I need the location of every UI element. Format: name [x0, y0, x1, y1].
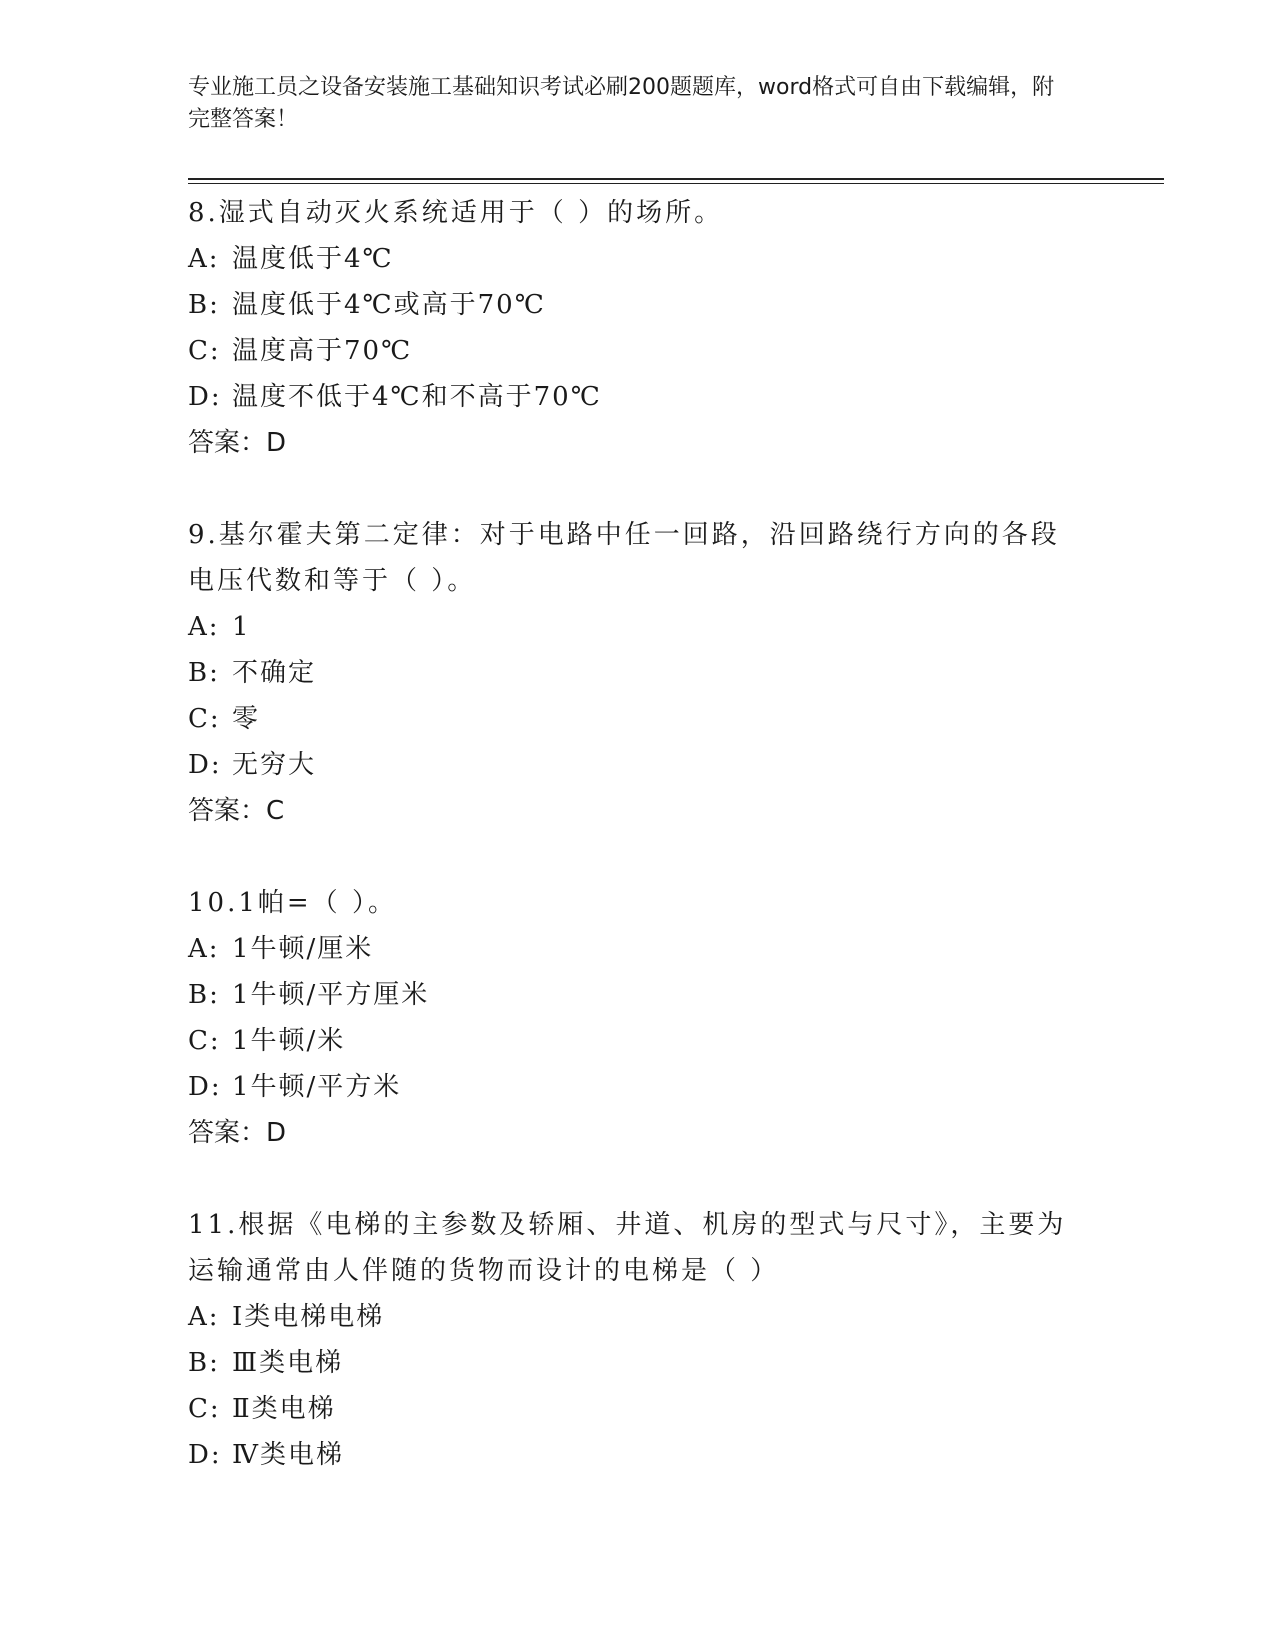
option-text: 温度低于4℃或高于70℃ — [232, 290, 546, 320]
option-text: 1牛顿/平方厘米 — [232, 980, 430, 1010]
option-a — [188, 926, 1088, 972]
option-a — [188, 604, 1088, 650]
option-text: 零 — [232, 704, 261, 734]
question-text: 9.基尔霍夫第二定律：对于电路中任一回路，沿回路绕行方向的各段电压代数和等于（ ）。 — [188, 520, 1060, 596]
option-b — [188, 650, 1088, 696]
option-key: A: — [188, 244, 220, 274]
option-text: 1牛顿/米 — [232, 1026, 346, 1056]
option-text: 1牛顿/厘米 — [232, 934, 374, 964]
option-text: 温度低于4℃ — [232, 244, 394, 274]
option-key: D: — [188, 382, 222, 412]
option-c — [188, 696, 1088, 742]
question-9 — [188, 512, 1088, 834]
option-c — [188, 1018, 1088, 1064]
option-text: Ⅲ类电梯 — [232, 1348, 344, 1378]
option-text: 温度不低于4℃和不高于70℃ — [232, 382, 602, 412]
option-text: Ⅱ类电梯 — [232, 1394, 336, 1424]
option-key: B: — [188, 980, 220, 1010]
option-d — [188, 742, 1088, 788]
option-key: D: — [188, 750, 222, 780]
option-key: C: — [188, 1026, 221, 1056]
option-key: D: — [188, 1072, 222, 1102]
option-key: C: — [188, 336, 221, 366]
answer-line: 答案：D — [188, 428, 287, 458]
question-text: 10.1帕=（ ）。 — [188, 888, 397, 918]
option-text: Ⅳ类电梯 — [232, 1440, 344, 1470]
question-text: 11.根据《电梯的主参数及轿厢、井道、机房的型式与尺寸》，主要为运输通常由人伴随的货物而设计的电梯是（ ） — [188, 1210, 1067, 1286]
option-c — [188, 1386, 1088, 1432]
option-d — [188, 1432, 1088, 1478]
question-8 — [188, 190, 1088, 466]
option-key: B: — [188, 658, 220, 688]
option-b — [188, 1340, 1088, 1386]
question-list — [188, 190, 1088, 1524]
option-key: B: — [188, 1348, 220, 1378]
option-text: 无穷大 — [232, 750, 317, 780]
option-key: A: — [188, 1302, 220, 1332]
option-text: 1 — [232, 612, 251, 642]
option-key: B: — [188, 290, 220, 320]
option-text: 温度高于70℃ — [232, 336, 413, 366]
answer-line: 答案：C — [188, 796, 285, 826]
header-divider-thin — [188, 183, 1164, 184]
option-a — [188, 1294, 1088, 1340]
option-key: C: — [188, 1394, 221, 1424]
option-key: D: — [188, 1440, 222, 1470]
option-d — [188, 374, 1088, 420]
option-d — [188, 1064, 1088, 1110]
option-text: Ⅰ类电梯电梯 — [232, 1302, 385, 1332]
option-text: 1牛顿/平方米 — [232, 1072, 402, 1102]
question-text: 8.湿式自动灭火系统适用于（ ）的场所。 — [188, 198, 724, 228]
question-10 — [188, 880, 1088, 1156]
option-key: C: — [188, 704, 221, 734]
option-key: A: — [188, 934, 220, 964]
header-divider-thick — [188, 178, 1164, 180]
document-header: 专业施工员之设备安装施工基础知识考试必刷200题题库，word格式可自由下载编辑，附完整答案！ — [188, 75, 1055, 132]
option-a — [188, 236, 1088, 282]
option-key: A: — [188, 612, 220, 642]
option-c — [188, 328, 1088, 374]
option-b — [188, 282, 1088, 328]
option-text: 不确定 — [232, 658, 317, 688]
question-11 — [188, 1202, 1088, 1478]
answer-line: 答案：D — [188, 1118, 287, 1148]
option-b — [188, 972, 1088, 1018]
